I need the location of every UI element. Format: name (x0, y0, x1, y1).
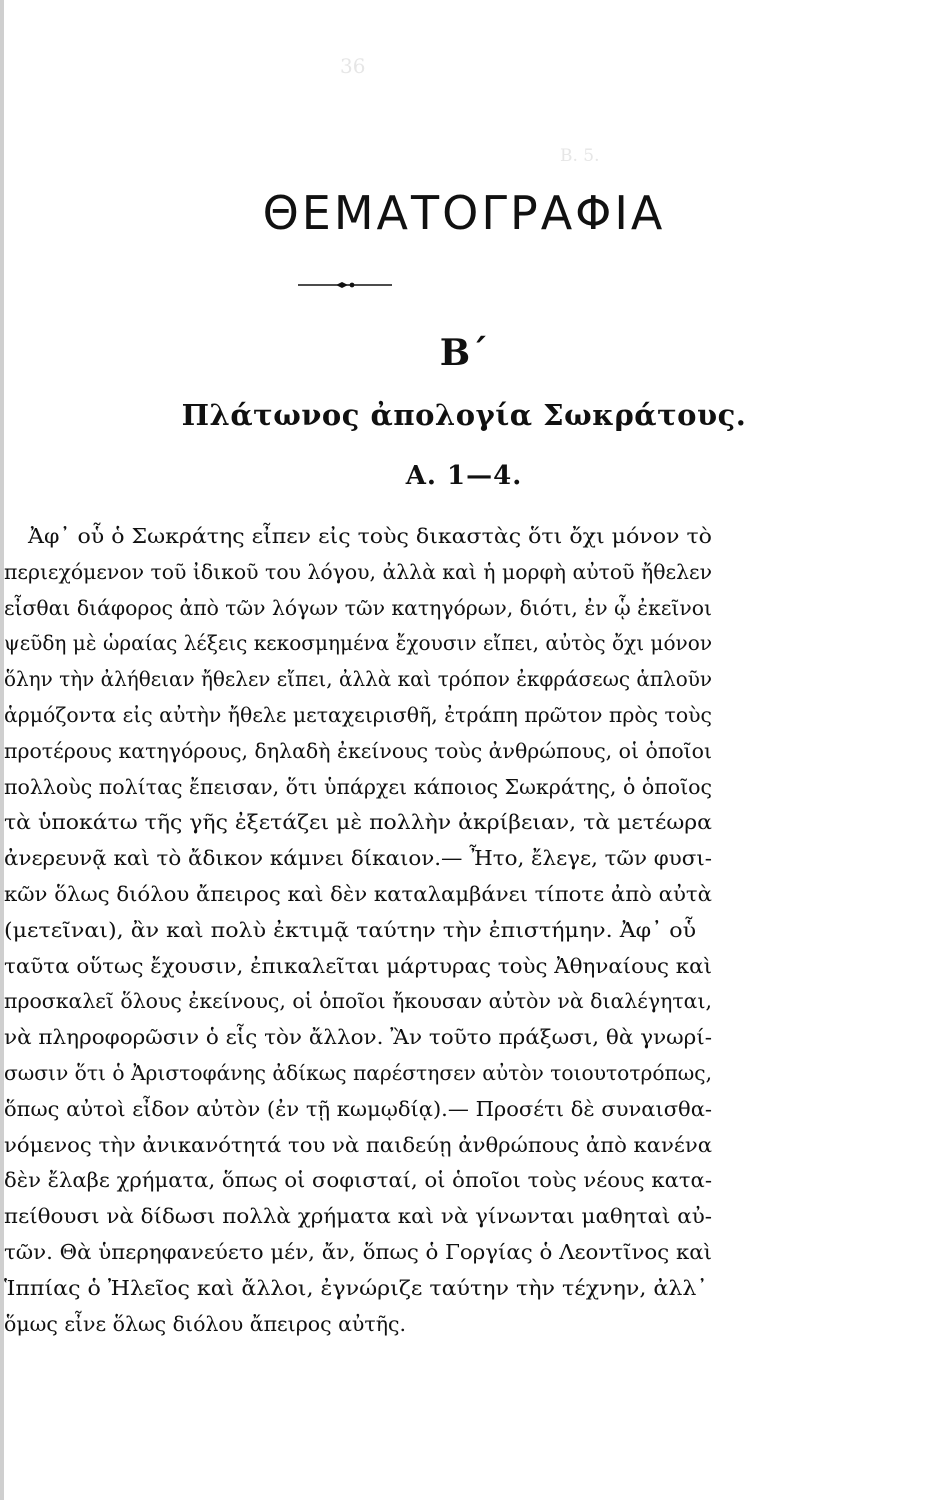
text-line: ἀνερευνᾷ καὶ τὸ ἄδικον κάμνει δίκαιον.— Ἦτο, ἔλεγε, τῶν φυσι- (4, 846, 713, 871)
bleed-through-page-number: 36 (340, 54, 366, 78)
section-letter: Β΄ (439, 332, 489, 374)
text-line: σωσιν ὅτι ὁ Ἀριστοφάνης ἀδίκως παρέστησεν αὐτὸν τοιουτοτρόπως, (4, 1061, 713, 1085)
text-line: τῶν. Θὰ ὑπερηφανεύετο μέν, ἄν, ὅπως ὁ Γοργίας ὁ Λεοντῖνος καὶ (4, 1240, 713, 1264)
bleed-through-heading: Β. 5. (560, 146, 600, 166)
text-line: ψεῦδη μὲ ὡραίας λέξεις κεκοσμημένα ἔχουσιν εἴπει, αὐτὸς ὄχι μόνον (4, 631, 713, 656)
text-line: Ἱππίας ὁ Ἠλεῖος καὶ ἄλλοι, ἐγνώριζε ταύτην τὴν τέχνην, ἀλλ᾽ (4, 1275, 708, 1300)
passage-reference: Α. 1—4. (405, 461, 523, 491)
text-line: Ἀφ᾽ οὗ ὁ Σωκράτης εἶπεν εἰς τοὺς δικαστὰς ὅτι ὄχι μόνον τὸ (28, 524, 712, 548)
text-line: ταῦτα οὕτως ἔχουσιν, ἐπικαλεῖται μάρτυρας τοὺς Ἀθηναίους καὶ (4, 953, 712, 978)
text-line: (μετεῖναι), ἂν καὶ πολὺ ἐκτιμᾷ ταύτην τὴν ἐπιστήμην. Ἀφ᾽ οὗ (4, 917, 697, 942)
running-title: ΘΕΜΑΤΟΓΡΑΦΙΑ (262, 186, 666, 240)
text-line: πείθουσι νὰ δίδωσι πολλὰ χρήματα καὶ νὰ γίνωνται μαθηταὶ αὐ- (4, 1204, 713, 1229)
text-line: περιεχόμενον τοῦ ἰδικοῦ του λόγου, ἀλλὰ καὶ ἡ μορφὴ αὐτοῦ ἤθελεν (4, 559, 712, 584)
text-line: νὰ πληροφορῶσιν ὁ εἷς τὸν ἄλλον. Ἂν τοῦτο πράξωσι, θὰ γνωρί- (4, 1025, 713, 1050)
text-line: νόμενος τὴν ἀνικανότητά του νὰ παιδεύῃ ἀνθρώπους ἀπὸ κανένα (4, 1132, 713, 1157)
text-line: ὅλην τὴν ἀλήθειαν ἤθελεν εἴπει, ἀλλὰ καὶ τρόπον ἐκφράσεως ἁπλοῦν (4, 667, 713, 692)
text-line: ἁρμόζοντα εἰς αὐτὴν ἤθελε μεταχειρισθῆ, ἐτράπη πρῶτον πρὸς τοὺς (4, 703, 712, 727)
ornament-rule (298, 281, 392, 289)
text-line: ὅμως εἶνε ὅλως διόλου ἄπειρος αὐτῆς. (4, 1311, 407, 1336)
text-line: δὲν ἔλαβε χρήματα, ὅπως οἱ σοφισταί, οἱ ὁποῖοι τοὺς νέους κατα- (4, 1168, 712, 1193)
work-title: Πλάτωνος ἀπολογία Σωκράτους. (181, 398, 747, 432)
text-line: κῶν ὅλως διόλου ἄπειρος καὶ δὲν καταλαμβάνει τίποτε ἀπὸ αὐτὰ (4, 882, 712, 906)
text-line: προτέρους κατηγόρους, δηλαδὴ ἐκείνους τοὺς ἀνθρώπους, οἱ ὁποῖοι (4, 738, 713, 763)
text-line: ὅπως αὐτοὶ εἶδον αὐτὸν (ἐν τῇ κωμῳδίᾳ).— Προσέτι δὲ συναισθα- (4, 1096, 713, 1121)
text-line: πολλοὺς πολίτας ἔπεισαν, ὅτι ὑπάρχει κάποιος Σωκράτης, ὁ ὁποῖος (4, 774, 713, 799)
text-line: τὰ ὑποκάτω τῆς γῆς ἐξετάζει μὲ πολλὴν ἀκρίβειαν, τὰ μετέωρα (4, 810, 713, 835)
text-line: προσκαλεῖ ὅλους ἐκείνους, οἱ ὁποῖοι ἤκουσαν αὐτὸν νὰ διαλέγηται, (4, 989, 712, 1014)
text-line: εἶσθαι διάφορος ἀπὸ τῶν λόγων τῶν κατηγόρων, διότι, ἐν ᾧ ἐκεῖνοι (4, 595, 712, 620)
